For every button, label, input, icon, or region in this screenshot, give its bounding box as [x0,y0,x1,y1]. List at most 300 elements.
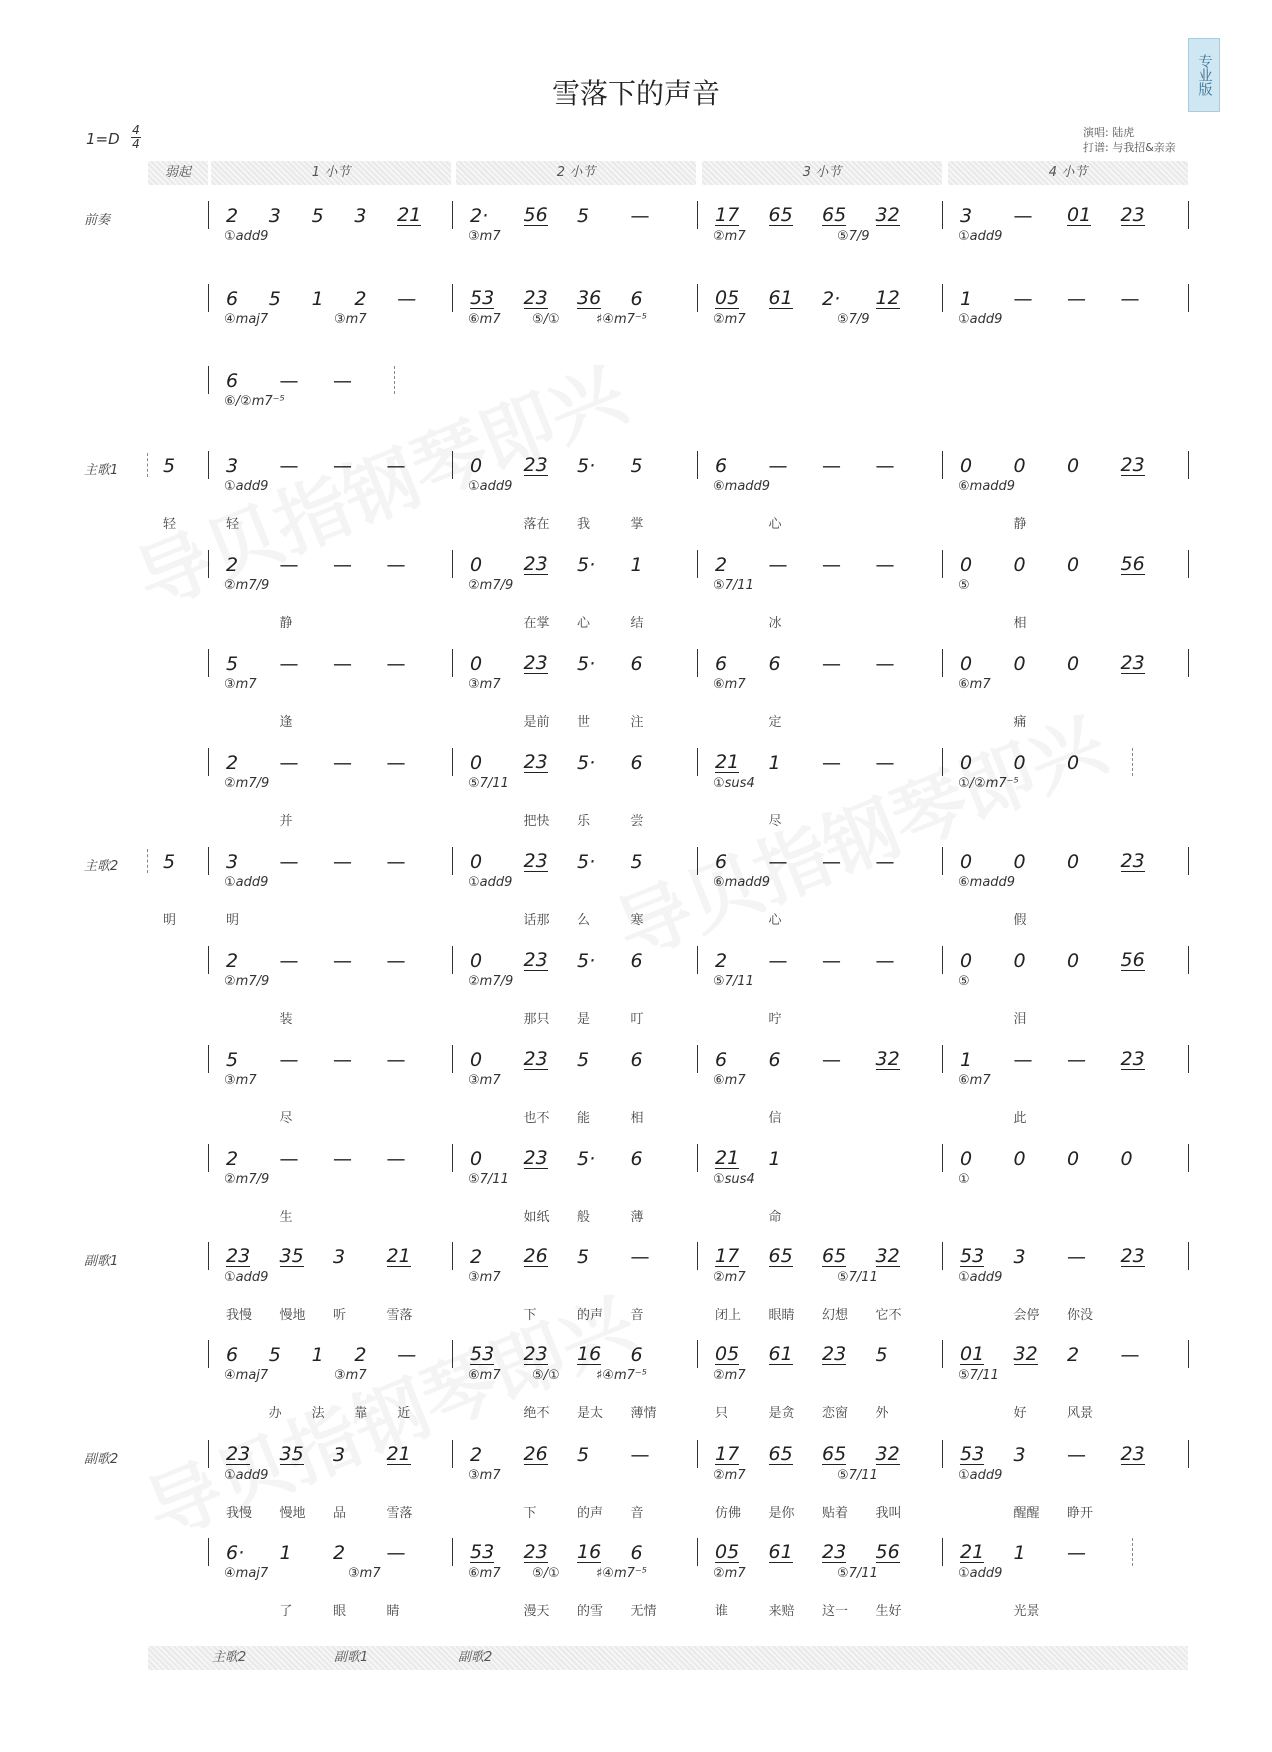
note[interactable]: 01 [1067,204,1092,226]
note[interactable]: 6 [768,653,781,675]
chord-symbol[interactable]: ①add9 [958,1566,1003,1581]
note[interactable]: 5 [268,1344,281,1366]
chord-symbol[interactable]: ③m7 [334,312,367,327]
note[interactable]: 56 [1120,949,1145,971]
note[interactable]: 56 [875,1541,900,1563]
chord-symbol[interactable]: ①add9 [224,1468,269,1483]
tie-dash[interactable]: — [875,752,895,774]
note[interactable]: 0 [1013,554,1026,576]
tie-dash[interactable]: — [822,950,841,972]
chord-symbol[interactable]: ①add9 [468,875,513,890]
note[interactable]: 6 [226,288,239,310]
chord-symbol[interactable]: ⑥m7 [468,312,501,327]
note[interactable]: 1 [630,554,643,576]
note[interactable]: 3 [354,205,367,227]
note[interactable]: 5 [577,205,590,227]
note[interactable]: 23 [523,1343,548,1365]
note[interactable]: 26 [523,1245,548,1267]
note[interactable]: 0 [960,554,973,576]
chord-symbol[interactable]: ③m7 [468,1270,501,1285]
chord-symbol[interactable]: ④maj7 [224,312,269,327]
tie-dash[interactable]: — [386,554,406,576]
note[interactable]: 0 [960,653,973,675]
chord-symbol[interactable]: ②m7/9 [224,776,270,791]
note[interactable]: 23 [822,1541,847,1563]
tie-dash[interactable]: — [333,1049,352,1071]
note[interactable]: 2 [354,288,367,310]
chord-symbol[interactable]: ⑥madd9 [958,875,1016,890]
chord-symbol[interactable]: ②m7/9 [224,974,270,989]
tie-dash[interactable]: — [875,554,895,576]
tie-dash[interactable]: — [386,1148,406,1170]
note[interactable]: 6 [715,455,728,477]
note[interactable]: 12 [875,287,900,309]
chord-symbol[interactable]: ①add9 [958,1270,1003,1285]
tie-dash[interactable]: — [875,653,895,675]
note[interactable]: 21 [715,1147,740,1169]
note[interactable]: 26 [523,1443,548,1465]
note[interactable]: 23 [523,454,548,476]
note[interactable]: 0 [1013,455,1026,477]
chord-symbol[interactable]: ⑥m7 [468,1368,501,1383]
chord-symbol[interactable]: ①add9 [958,1468,1003,1483]
note[interactable]: 5 [268,288,281,310]
note[interactable]: 23 [1120,204,1145,226]
chord-symbol[interactable]: ⑥madd9 [713,479,771,494]
note[interactable]: 5 [630,851,643,873]
note[interactable]: 0 [470,653,483,675]
note[interactable]: 05 [715,1343,740,1365]
tie-dash[interactable]: — [279,950,299,972]
chord-symbol[interactable]: ①add9 [958,229,1003,244]
note[interactable]: 5· [577,752,596,774]
chord-symbol[interactable]: ⑤7/11 [837,1566,878,1581]
footer-item[interactable]: 副歌2 [458,1650,493,1665]
note[interactable]: 32 [875,1048,900,1070]
note[interactable]: 2 [226,752,239,774]
tie-dash[interactable]: — [333,455,352,477]
note[interactable]: 0 [470,455,483,477]
note[interactable]: 2 [226,950,239,972]
tie-dash[interactable]: — [279,455,299,477]
tie-dash[interactable]: — [386,653,406,675]
chord-symbol[interactable]: ⑥m7 [958,1073,991,1088]
tie-dash[interactable]: — [875,851,895,873]
note[interactable]: 21 [386,1443,411,1465]
chord-symbol[interactable]: ⑤7/11 [713,974,754,989]
chord-symbol[interactable]: ②m7 [713,1468,746,1483]
note[interactable]: 0 [960,1148,973,1170]
note[interactable]: 21 [715,751,740,773]
note[interactable]: 2 [226,554,239,576]
note[interactable]: 2 [470,1246,483,1268]
chord-symbol[interactable]: ⑥m7 [713,677,746,692]
tie-dash[interactable]: — [386,752,406,774]
note[interactable]: 6 [226,1344,239,1366]
tie-dash[interactable]: — [875,455,895,477]
note[interactable]: 61 [768,1541,793,1563]
note[interactable]: 5 [311,205,324,227]
tie-dash[interactable]: — [333,851,352,873]
note[interactable]: 3 [333,1246,346,1268]
note[interactable]: 05 [715,287,740,309]
note[interactable]: 53 [470,287,495,309]
note[interactable]: 6 [768,1049,781,1071]
tie-dash[interactable]: — [386,1542,406,1564]
note[interactable]: 0 [470,1049,483,1071]
tie-dash[interactable]: — [1120,288,1140,310]
chord-symbol[interactable]: ③m7 [348,1566,381,1581]
tie-dash[interactable]: — [1120,1344,1140,1366]
tie-dash[interactable]: — [333,950,352,972]
note[interactable]: 5 [577,1049,590,1071]
chord-symbol[interactable]: ⑤7/11 [468,1172,509,1187]
note[interactable]: 1 [311,1344,324,1366]
note[interactable]: 32 [875,204,900,226]
chord-symbol[interactable]: ①add9 [224,1270,269,1285]
note[interactable]: 6 [715,653,728,675]
note[interactable]: 0 [1067,752,1080,774]
note[interactable]: 23 [1120,454,1145,476]
chord-symbol[interactable]: ④maj7 [224,1566,269,1581]
tie-dash[interactable]: — [822,851,841,873]
chord-symbol[interactable]: ♯④m7⁻⁵ [596,1566,647,1581]
chord-symbol[interactable]: ⑤/① [532,312,560,327]
chord-symbol[interactable]: ♯④m7⁻⁵ [596,1368,647,1383]
tie-dash[interactable]: — [279,653,299,675]
tie-dash[interactable]: — [397,288,417,310]
tie-dash[interactable]: — [279,1049,299,1071]
chord-symbol[interactable]: ①sus4 [713,1172,755,1187]
tie-dash[interactable]: — [279,752,299,774]
chord-symbol[interactable]: ③m7 [468,1073,501,1088]
note[interactable]: 0 [960,950,973,972]
note[interactable]: 65 [822,1443,847,1465]
note[interactable]: 5 [577,1246,590,1268]
tie-dash[interactable]: — [822,554,841,576]
note[interactable]: 17 [715,204,740,226]
note[interactable]: 65 [768,204,793,226]
note[interactable]: 23 [1120,850,1145,872]
note[interactable]: 61 [768,1343,793,1365]
tie-dash[interactable]: — [333,370,352,392]
note[interactable]: 0 [1013,653,1026,675]
tie-dash[interactable]: — [1013,1049,1033,1071]
note[interactable]: 65 [822,204,847,226]
tie-dash[interactable]: — [386,455,406,477]
note[interactable]: 23 [1120,1048,1145,1070]
tie-dash[interactable]: — [333,554,352,576]
chord-symbol[interactable]: ④maj7 [224,1368,269,1383]
note[interactable]: 23 [1120,1443,1145,1465]
note[interactable]: 61 [768,287,793,309]
note[interactable]: 0 [1013,851,1026,873]
note[interactable]: 2· [822,288,841,310]
tie-dash[interactable]: — [386,950,406,972]
chord-symbol[interactable]: ①add9 [224,479,269,494]
note[interactable]: 2 [333,1542,346,1564]
note[interactable]: 23 [1120,652,1145,674]
note[interactable]: 23 [822,1343,847,1365]
note[interactable]: 0 [1013,1148,1026,1170]
note[interactable]: 5· [577,950,596,972]
footer-item[interactable]: 主歌2 [212,1650,247,1665]
note[interactable]: 0 [1013,752,1026,774]
chord-symbol[interactable]: ②m7 [713,312,746,327]
chord-symbol[interactable]: ③m7 [224,677,257,692]
note[interactable]: 21 [386,1245,411,1267]
note[interactable]: 6 [630,288,643,310]
note[interactable]: 53 [470,1343,495,1365]
note[interactable]: 23 [226,1443,251,1465]
note[interactable]: 53 [960,1443,985,1465]
note[interactable]: 0 [1067,950,1080,972]
chord-symbol[interactable]: ♯④m7⁻⁵ [596,312,647,327]
tie-dash[interactable]: — [1067,1444,1086,1466]
note[interactable]: 0 [470,1148,483,1170]
note[interactable]: 1 [311,288,324,310]
tie-dash[interactable]: — [768,554,788,576]
note[interactable]: 2 [470,1444,483,1466]
chord-symbol[interactable]: ②m7/9 [224,1172,270,1187]
note[interactable]: 6 [630,1148,643,1170]
chord-symbol[interactable]: ⑤7/11 [958,1368,999,1383]
note[interactable]: 53 [960,1245,985,1267]
note[interactable]: 6 [715,1049,728,1071]
footer-item[interactable]: 副歌1 [334,1650,369,1665]
note[interactable]: 6· [226,1542,245,1564]
chord-symbol[interactable]: ⑤7/11 [837,1468,878,1483]
note[interactable]: 6 [630,1049,643,1071]
note[interactable]: 0 [1067,653,1080,675]
note[interactable]: 23 [523,1048,548,1070]
note[interactable]: 3 [1013,1444,1026,1466]
chord-symbol[interactable]: ③m7 [468,229,501,244]
chord-symbol[interactable]: ②m7 [713,229,746,244]
note[interactable]: 3 [226,851,239,873]
note[interactable]: 0 [1067,455,1080,477]
note[interactable]: 23 [523,287,548,309]
note[interactable]: 0 [470,554,483,576]
tie-dash[interactable]: — [1067,288,1086,310]
note[interactable]: 3 [226,455,239,477]
note[interactable]: 5· [577,851,596,873]
note[interactable]: 65 [768,1245,793,1267]
note[interactable]: 5· [577,1148,596,1170]
chord-symbol[interactable]: ①/②m7⁻⁵ [958,776,1019,791]
note[interactable]: 53 [470,1541,495,1563]
note[interactable]: 5 [875,1344,888,1366]
chord-symbol[interactable]: ①add9 [468,479,513,494]
chord-symbol[interactable]: ①sus4 [713,776,755,791]
note[interactable]: 21 [397,204,422,226]
note[interactable]: 0 [1067,851,1080,873]
note[interactable]: 0 [960,455,973,477]
note[interactable]: 5 [630,455,643,477]
note[interactable]: 01 [960,1343,985,1365]
note[interactable]: 2· [470,205,489,227]
chord-symbol[interactable]: ②m7/9 [468,974,514,989]
tie-dash[interactable]: — [630,205,650,227]
note[interactable]: 5 [226,653,239,675]
note[interactable]: 56 [523,204,548,226]
chord-symbol[interactable]: ⑥madd9 [958,479,1016,494]
note[interactable]: 0 [470,752,483,774]
note[interactable]: 3 [333,1444,346,1466]
tie-dash[interactable]: — [333,1148,352,1170]
chord-symbol[interactable]: ②m7/9 [468,578,514,593]
tie-dash[interactable]: — [822,653,841,675]
tie-dash[interactable]: — [386,851,406,873]
chord-symbol[interactable]: ⑤7/11 [837,1270,878,1285]
note[interactable]: 35 [279,1443,304,1465]
note[interactable]: 5· [577,455,596,477]
chord-symbol[interactable]: ⑥/②m7⁻⁵ [224,394,285,409]
note[interactable]: 6 [630,950,643,972]
note[interactable]: 21 [960,1541,985,1563]
tie-dash[interactable]: — [1013,205,1033,227]
note[interactable]: 32 [1013,1343,1038,1365]
note[interactable]: 0 [1120,1148,1133,1170]
chord-symbol[interactable]: ⑤7/11 [713,578,754,593]
note[interactable]: 2 [226,205,239,227]
pickup-note[interactable]: 5 [163,455,176,477]
note[interactable]: 23 [523,652,548,674]
note[interactable]: 56 [1120,553,1145,575]
note[interactable]: 1 [768,752,781,774]
chord-symbol[interactable]: ③m7 [468,1468,501,1483]
note[interactable]: 23 [523,1147,548,1169]
tie-dash[interactable]: — [768,950,788,972]
note[interactable]: 5· [577,653,596,675]
tie-dash[interactable]: — [279,370,299,392]
tie-dash[interactable]: — [875,950,895,972]
note[interactable]: 1 [960,1049,973,1071]
note[interactable]: 2 [354,1344,367,1366]
note[interactable]: 0 [960,752,973,774]
tie-dash[interactable]: — [1067,1246,1086,1268]
note[interactable]: 65 [822,1245,847,1267]
note[interactable]: 32 [875,1443,900,1465]
chord-symbol[interactable]: ⑥m7 [713,1073,746,1088]
tie-dash[interactable]: — [279,554,299,576]
note[interactable]: 17 [715,1245,740,1267]
tie-dash[interactable]: — [1067,1049,1086,1071]
note[interactable]: 16 [577,1541,602,1563]
tie-dash[interactable]: — [768,851,788,873]
note[interactable]: 2 [715,950,728,972]
note[interactable]: 36 [577,287,602,309]
tie-dash[interactable]: — [333,653,352,675]
chord-symbol[interactable]: ⑤/① [532,1368,560,1383]
note[interactable]: 6 [226,370,239,392]
chord-symbol[interactable]: ①add9 [224,229,269,244]
note[interactable]: 6 [630,1344,643,1366]
tie-dash[interactable]: — [279,851,299,873]
note[interactable]: 0 [470,851,483,873]
chord-symbol[interactable]: ⑤ [958,578,970,593]
chord-symbol[interactable]: ②m7 [713,1368,746,1383]
note[interactable]: 16 [577,1343,602,1365]
chord-symbol[interactable]: ⑤7/9 [837,312,870,327]
note[interactable]: 6 [630,752,643,774]
tie-dash[interactable]: — [630,1246,650,1268]
pickup-note[interactable]: 5 [163,851,176,873]
note[interactable]: 1 [768,1148,781,1170]
note[interactable]: 0 [960,851,973,873]
note[interactable]: 0 [1067,1148,1080,1170]
chord-symbol[interactable]: ⑥m7 [468,1566,501,1581]
note[interactable]: 23 [523,1541,548,1563]
tie-dash[interactable]: — [1013,288,1033,310]
note[interactable]: 23 [226,1245,251,1267]
chord-symbol[interactable]: ②m7 [713,1566,746,1581]
tie-dash[interactable]: — [279,1148,299,1170]
note[interactable]: 2 [1067,1344,1080,1366]
note[interactable]: 17 [715,1443,740,1465]
note[interactable]: 0 [470,950,483,972]
note[interactable]: 6 [630,1542,643,1564]
note[interactable]: 23 [1120,1245,1145,1267]
chord-symbol[interactable]: ⑥m7 [958,677,991,692]
note[interactable]: 1 [1013,1542,1026,1564]
chord-symbol[interactable]: ⑤/① [532,1566,560,1581]
note[interactable]: 2 [715,554,728,576]
note[interactable]: 23 [523,751,548,773]
chord-symbol[interactable]: ③m7 [224,1073,257,1088]
tie-dash[interactable]: — [1067,1542,1086,1564]
tie-dash[interactable]: — [822,752,841,774]
note[interactable]: 0 [1067,554,1080,576]
note[interactable]: 23 [523,949,548,971]
note[interactable]: 3 [1013,1246,1026,1268]
note[interactable]: 5· [577,554,596,576]
note[interactable]: 05 [715,1541,740,1563]
chord-symbol[interactable]: ②m7/9 [224,578,270,593]
note[interactable]: 32 [875,1245,900,1267]
chord-symbol[interactable]: ③m7 [468,677,501,692]
tie-dash[interactable]: — [386,1049,406,1071]
note[interactable]: 5 [226,1049,239,1071]
chord-symbol[interactable]: ⑤ [958,974,970,989]
tie-dash[interactable]: — [333,752,352,774]
tie-dash[interactable]: — [397,1344,417,1366]
note[interactable]: 0 [1013,950,1026,972]
note[interactable]: 1 [960,288,973,310]
note[interactable]: 23 [523,850,548,872]
chord-symbol[interactable]: ⑥madd9 [713,875,771,890]
note[interactable]: 2 [226,1148,239,1170]
note[interactable]: 65 [768,1443,793,1465]
chord-symbol[interactable]: ⑤7/11 [468,776,509,791]
chord-symbol[interactable]: ③m7 [334,1368,367,1383]
note[interactable]: 23 [523,553,548,575]
note[interactable]: 35 [279,1245,304,1267]
chord-symbol[interactable]: ①add9 [958,312,1003,327]
chord-symbol[interactable]: ②m7 [713,1270,746,1285]
note[interactable]: 6 [630,653,643,675]
chord-symbol[interactable]: ① [958,1172,970,1187]
note[interactable]: 1 [279,1542,292,1564]
note[interactable]: 3 [268,205,281,227]
chord-symbol[interactable]: ⑤7/9 [837,229,870,244]
tie-dash[interactable]: — [630,1444,650,1466]
note[interactable]: 5 [577,1444,590,1466]
tie-dash[interactable]: — [768,455,788,477]
tie-dash[interactable]: — [822,455,841,477]
note[interactable]: 3 [960,205,973,227]
tie-dash[interactable]: — [822,1049,841,1071]
